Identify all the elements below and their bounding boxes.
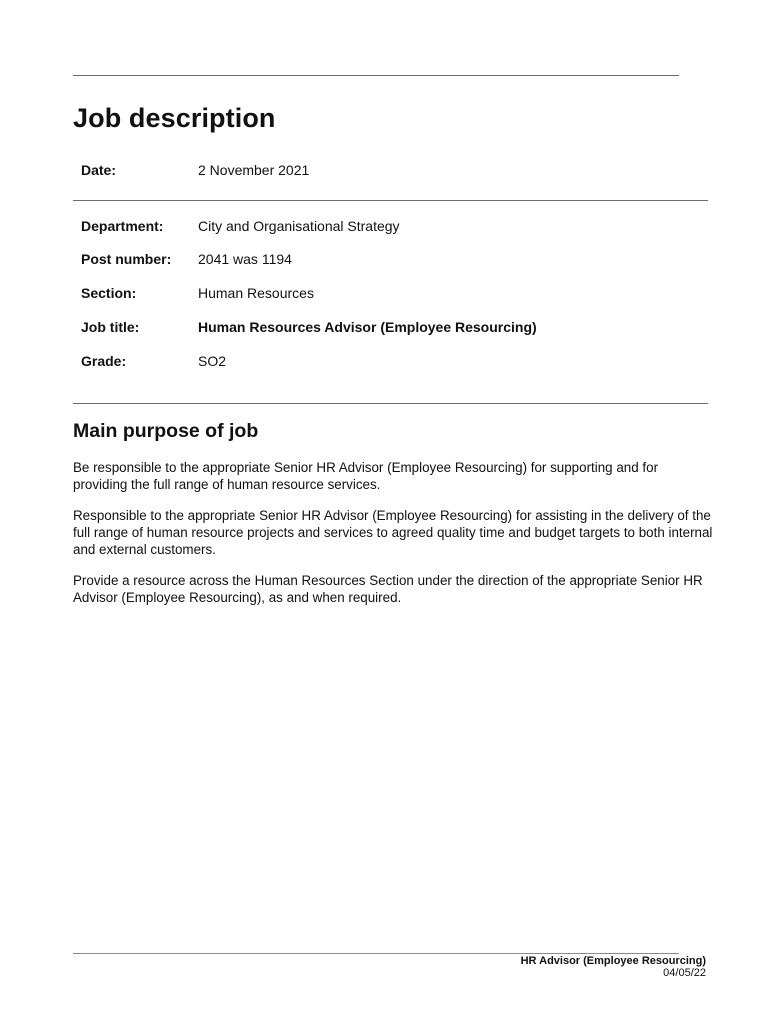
- purpose-divider: [73, 403, 708, 404]
- job-title-value: Human Resources Advisor (Employee Resourcing): [198, 319, 537, 335]
- footer-divider: [73, 953, 679, 954]
- department-value: City and Organisational Strategy: [198, 218, 400, 234]
- purpose-paragraph-1: Be responsible to the appropriate Senior HR Advisor (Employee Resourcing) for supporting and for providing the full range of human resource services.: [73, 460, 659, 492]
- purpose-paragraph-2: Responsible to the appropriate Senior HR Advisor (Employee Resourcing) for assisting in the delivery of the full range of human resource projects and services to agreed quality time and budget targets to both internal and external customers.: [73, 508, 713, 557]
- date-label: Date:: [81, 162, 117, 178]
- footer-date: 04/05/22: [663, 967, 706, 979]
- job-title-label: Job title:: [81, 319, 140, 335]
- date-value: 2 November 2021: [198, 162, 310, 178]
- post-number-value: 2041 was 1194: [198, 251, 292, 267]
- purpose-paragraph-3: Provide a resource across the Human Resources Section under the direction of the appropriate Senior HR Advisor (Employee Resourcing), as and when required.: [73, 573, 703, 605]
- post-number-label: Post number:: [81, 251, 172, 267]
- top-divider: [73, 75, 679, 76]
- details-divider: [73, 200, 708, 201]
- main-purpose-heading: Main purpose of job: [73, 420, 259, 442]
- section-value: Human Resources: [198, 285, 314, 301]
- grade-label: Grade:: [81, 353, 127, 369]
- footer-job-title: HR Advisor (Employee Resourcing): [520, 955, 706, 967]
- grade-value: SO2: [198, 353, 227, 369]
- department-label: Department:: [81, 218, 164, 234]
- section-label: Section:: [81, 285, 137, 301]
- document-title: Job description: [73, 103, 276, 133]
